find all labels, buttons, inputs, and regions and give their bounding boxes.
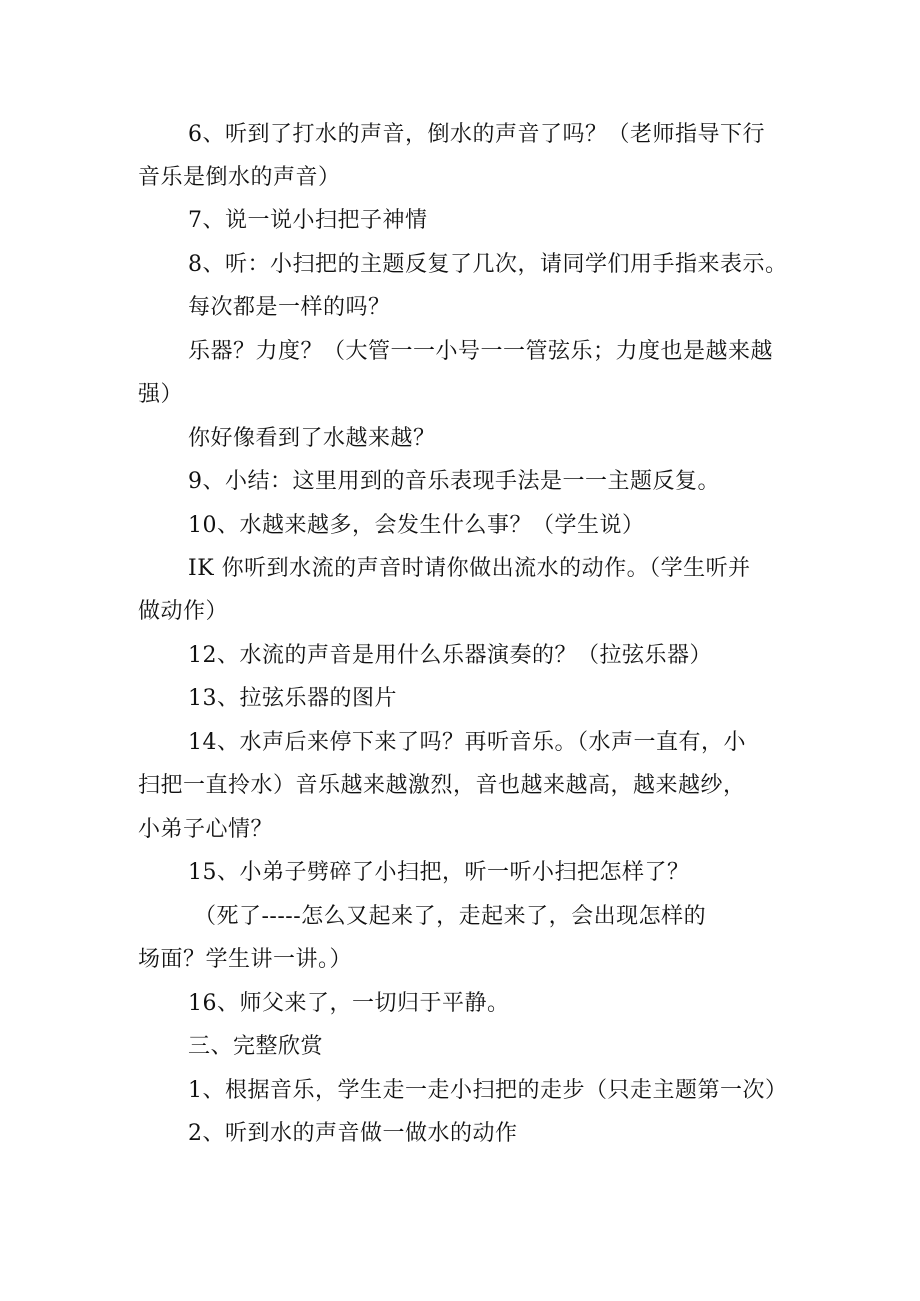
text-line: IK 你听到水流的声音时请你做出流水的动作。（学生听并 <box>188 556 751 581</box>
text-line: （死了-----怎么又起来了，走起来了，会出现怎样的 <box>194 904 707 929</box>
text-line: 8、听：小扫把的主题反复了几次，请同学们用手指来表示。 <box>188 252 788 277</box>
text-line: 小弟子心情？ <box>138 817 274 842</box>
text-line: 6、听到了打水的声音，倒水的声音了吗？（老师指导下行 <box>188 122 765 147</box>
text-line: 做动作） <box>138 599 229 624</box>
text-line: 音乐是倒水的声音） <box>138 165 341 190</box>
text-line: 你好像看到了水越来越？ <box>188 426 436 451</box>
text-line: 乐器？力度？（大管一一小号一一管弦乐；力度也是越来越 <box>188 339 774 364</box>
text-line: 15、小弟子劈碎了小扫把，听一听小扫把怎样了？ <box>188 860 690 885</box>
text-line: 13、拉弦乐器的图片 <box>188 686 397 711</box>
text-line: 7、说一说小扫把子神情 <box>188 208 428 233</box>
text-line: 9、小结：这里用到的音乐表现手法是一一主题反复。 <box>188 469 720 494</box>
text-line: 2、听到水的声音做一做水的动作 <box>188 1121 518 1146</box>
text-line: 每次都是一样的吗？ <box>188 295 391 320</box>
text-line: 1、根据音乐，学生走一走小扫把的走步（只走主题第一次） <box>188 1078 788 1103</box>
text-line: 14、水声后来停下来了吗？再听音乐。（水声一直有，小 <box>188 730 746 755</box>
text-line: 场面？学生讲一讲。） <box>138 947 353 972</box>
text-line: 16、师父来了，一切归于平静。 <box>188 991 510 1016</box>
text-line: 10、水越来越多，会发生什么事？（学生说） <box>188 513 645 538</box>
text-line: 三、完整欣赏 <box>188 1034 324 1059</box>
text-line: 扫把一直拎水）音乐越来越激烈，音也越来越高，越来越纱， <box>138 773 746 798</box>
text-line: 12、水流的声音是用什么乐器演奏的？（拉弦乐器） <box>188 643 712 668</box>
text-line: 强） <box>138 382 184 407</box>
